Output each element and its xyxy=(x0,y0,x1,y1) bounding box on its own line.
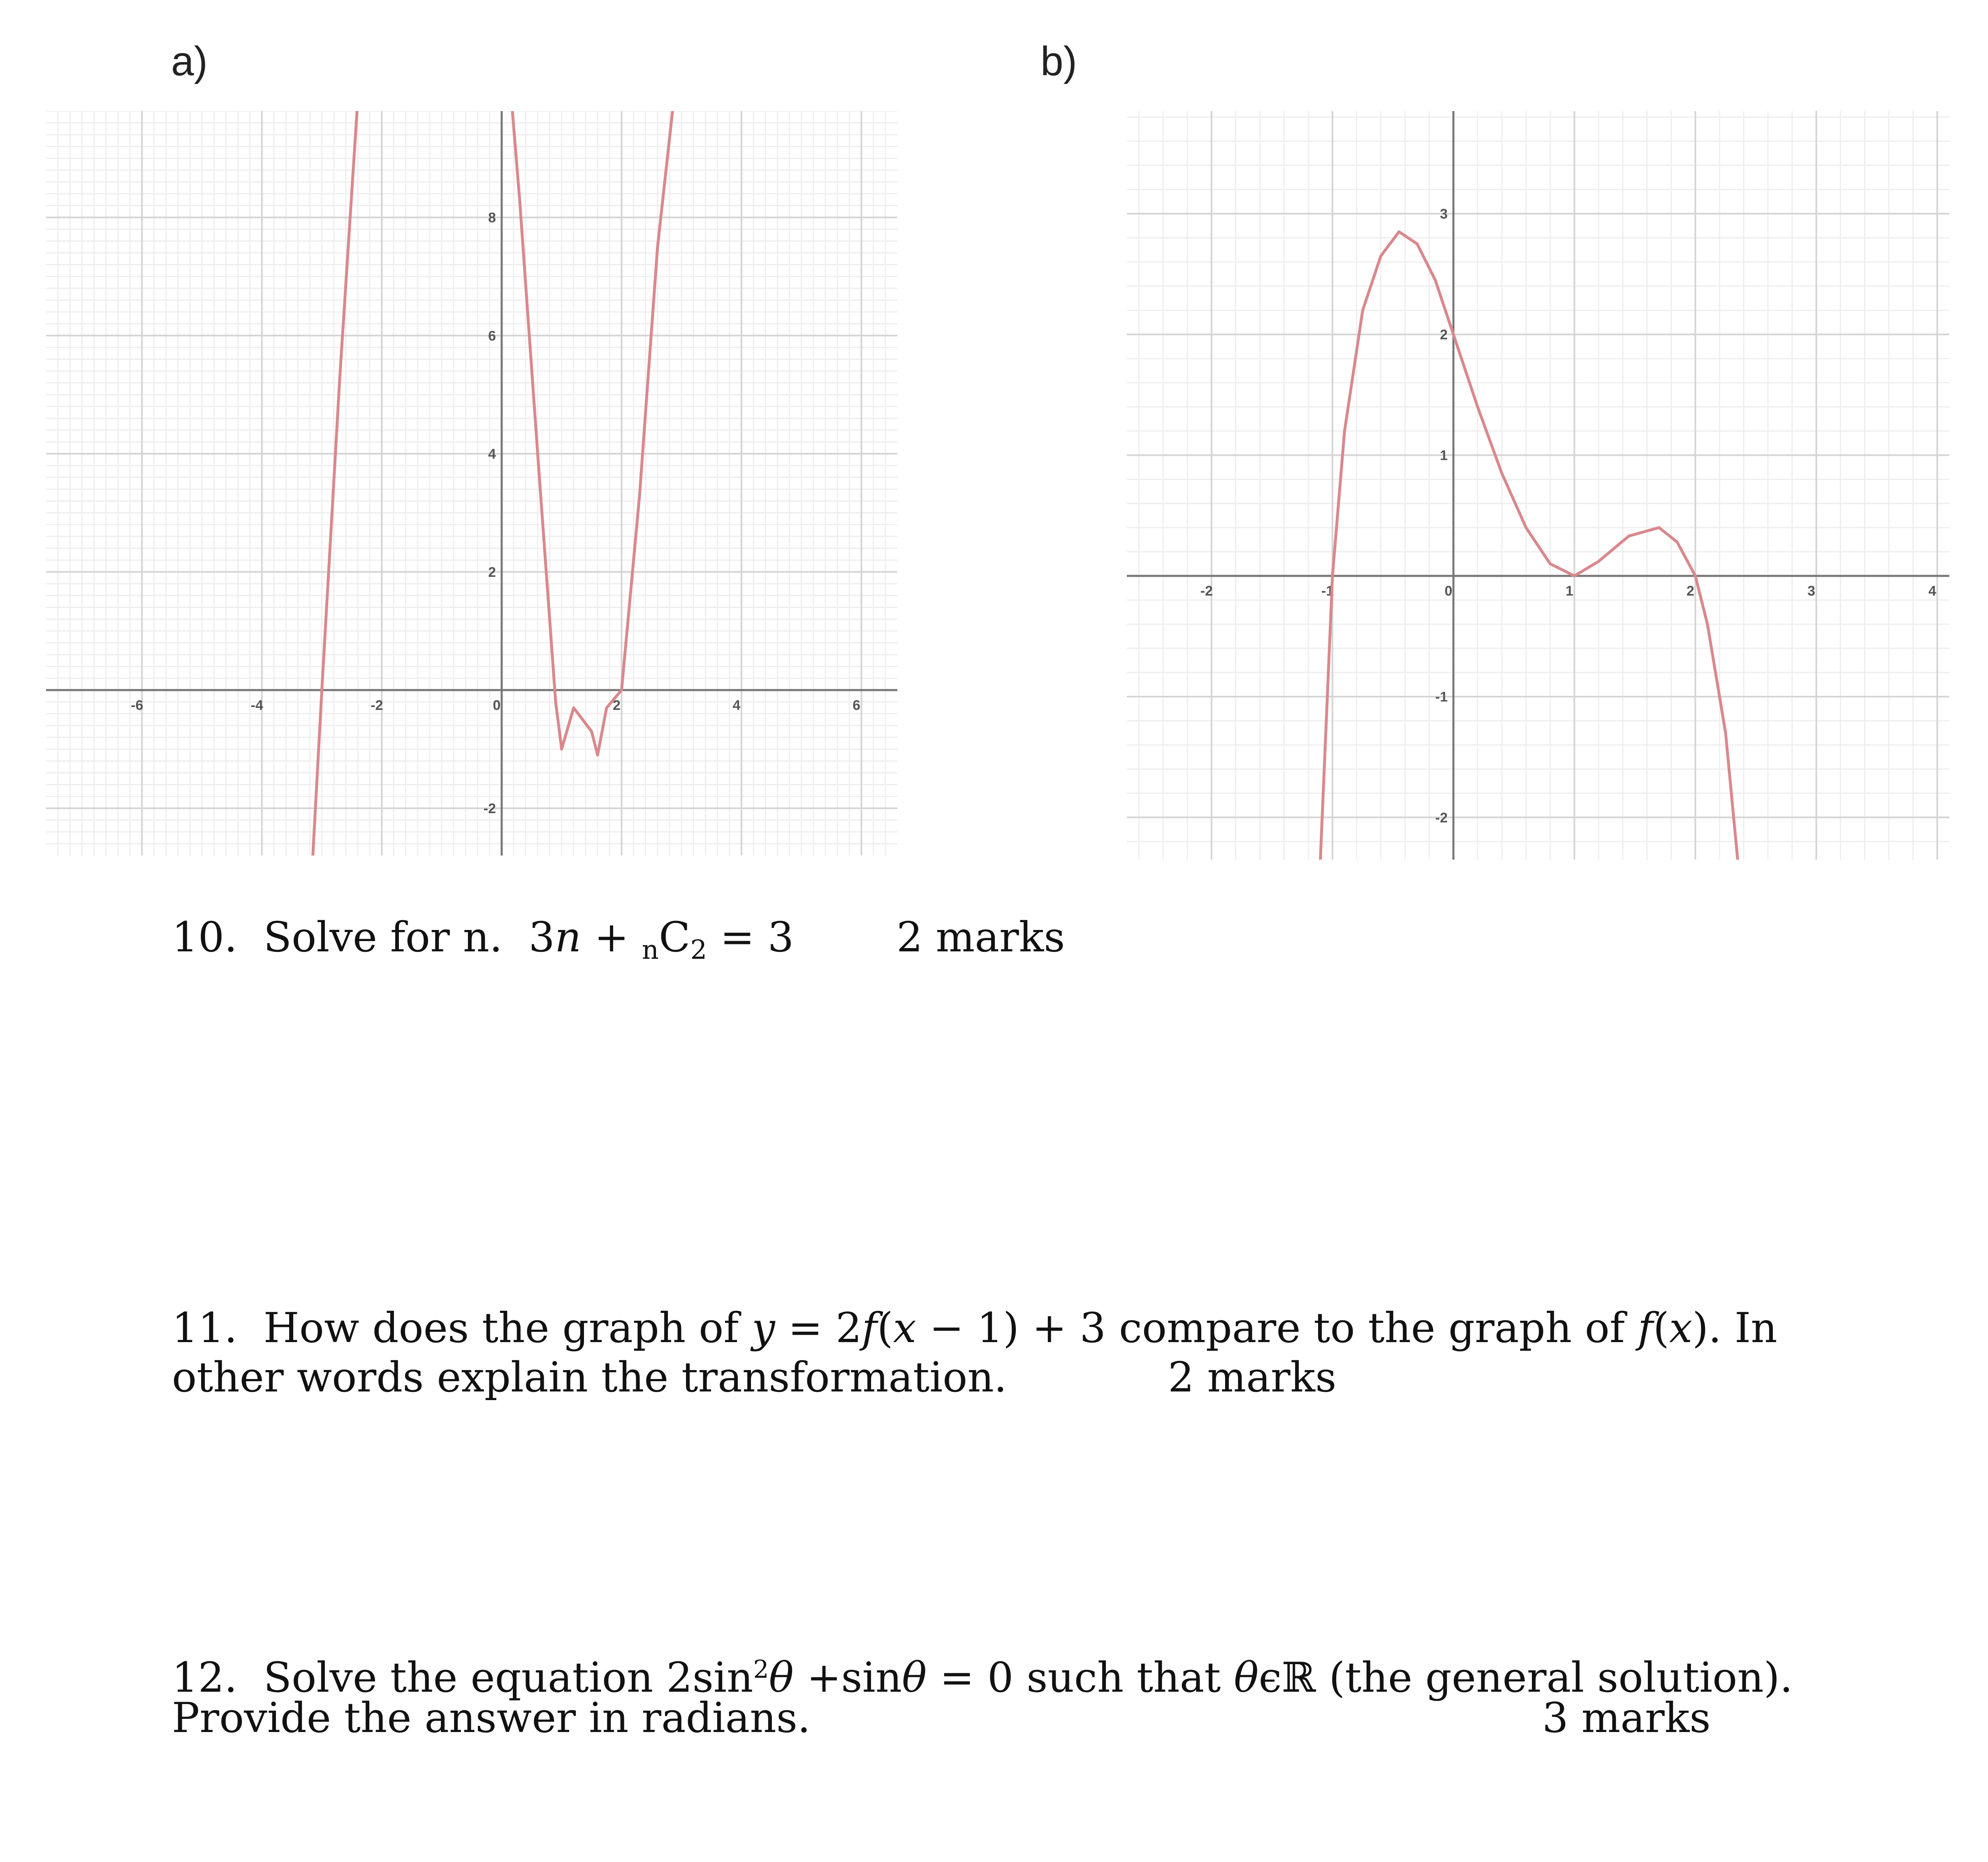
q12-number: 12. xyxy=(172,1653,238,1702)
q11-number: 11. xyxy=(172,1304,238,1352)
graph-b-major-grid xyxy=(1127,111,1949,860)
q10-marks: 2 marks xyxy=(897,913,1065,961)
graph-b-curve xyxy=(1321,232,1738,860)
graph-a xyxy=(46,111,897,856)
graph-a-y-tick-label: 2 xyxy=(488,564,496,580)
graph-b xyxy=(1127,111,1949,860)
graph-b-y-tick-label: 2 xyxy=(1440,327,1448,343)
q11-marks: 2 marks xyxy=(1168,1353,1337,1401)
graph-a-x-tick-label: 0 xyxy=(493,697,501,713)
graph-b-x-tick-label: -1 xyxy=(1321,583,1334,599)
graph-b-x-tick-label: -2 xyxy=(1200,583,1213,599)
question-11-line2: other words explain the transformation. xyxy=(172,1353,1007,1401)
graph-b-x-tick-label: 0 xyxy=(1444,583,1453,599)
graph-a-x-tick-label: 4 xyxy=(732,697,741,713)
graph-b-x-tick-label: 2 xyxy=(1686,583,1694,599)
graph-b-x-tick-label: 3 xyxy=(1807,583,1815,599)
graph-b-x-tick-label: 1 xyxy=(1565,583,1573,599)
graph-b-y-tick-label: 3 xyxy=(1440,206,1448,222)
question-11: 11. How does the graph of y = 2f(x − 1) + 3 compare to the graph of f(x). In xyxy=(172,1304,1777,1352)
graph-a-x-tick-label: -4 xyxy=(250,697,263,713)
graph-b-y-tick-label: 1 xyxy=(1440,448,1448,464)
graph-a-x-tick-label: 2 xyxy=(612,697,621,713)
graph-a-y-tick-label: 4 xyxy=(488,446,496,462)
graph-b-y-tick-label: -2 xyxy=(1435,810,1448,826)
graph-a-y-tick-label: 8 xyxy=(488,210,496,226)
graph-b-x-tick-label: 4 xyxy=(1928,583,1937,599)
q12-marks: 3 marks xyxy=(1542,1694,1711,1742)
graph-b-y-tick-label: -1 xyxy=(1435,689,1448,705)
q10-text: Solve for n. xyxy=(263,913,503,961)
graph-b-minor-grid xyxy=(1127,111,1949,860)
graph-a-y-tick-label: -2 xyxy=(483,801,496,817)
graph-a-x-tick-label: -6 xyxy=(131,697,144,713)
q10-equation: $3n + _nC_2 = 3$ xyxy=(528,913,794,965)
graph-a-label: a) xyxy=(171,38,208,84)
question-10 xyxy=(172,913,794,974)
question-12: 12. Solve the equation $2\sin^2\theta +\sin\theta = 0$ such that θϵℝ (the general solution). xyxy=(172,1653,1793,1702)
question-12-line2: Provide the answer in radians. xyxy=(172,1694,811,1742)
graph-a-minor-grid xyxy=(46,111,897,856)
graph-a-x-tick-label: 6 xyxy=(853,697,860,713)
graph-a-major-grid xyxy=(46,111,897,856)
graph-a-y-tick-label: 6 xyxy=(488,328,496,344)
graph-b-label: b) xyxy=(1040,38,1077,84)
q10-number: 10. xyxy=(172,913,238,961)
graph-a-x-tick-label: -2 xyxy=(371,697,383,713)
